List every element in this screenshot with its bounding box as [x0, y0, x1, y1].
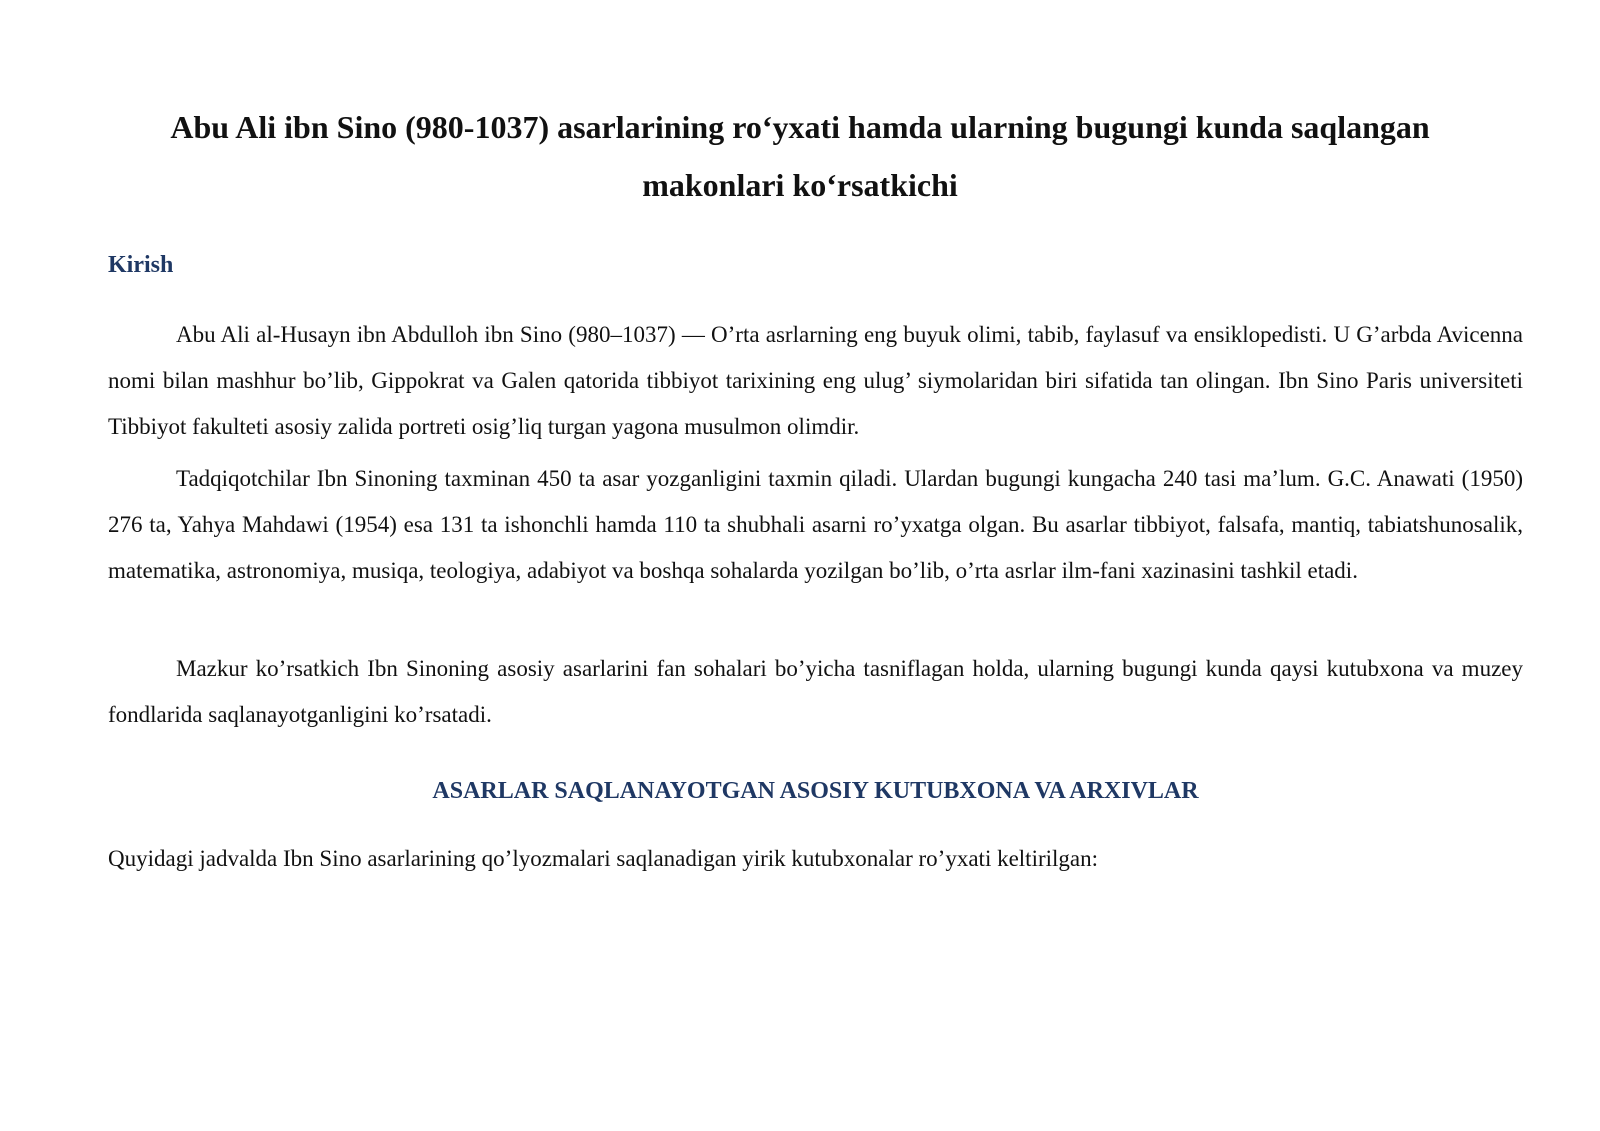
table-intro-text: Quyidagi jadvalda Ibn Sino asarlarining qo’lyozmalari saqlanadigan yirik kutubxonalar ro’yxati keltirilgan:	[108, 846, 1098, 871]
libraries-section-heading: ASARLAR SAQLANAYOTGAN ASOSIY KUTUBXONA VA ARXIVLAR	[432, 778, 1199, 804]
intro-heading: Kirish	[108, 252, 174, 278]
document-title: Abu Ali ibn Sino (980-1037) asarlarining ro‘yxati hamda ularning bugungi kunda saqlangan makonlari ko‘rsatkichi	[170, 109, 1430, 203]
intro-paragraph-3: Mazkur ko’rsatkich Ibn Sinoning asosiy asarlarini fan sohalari bo’yicha tasniflagan holda, ularning bugungi kunda qaysi kutubxona va muzey fondlarida saqlanayotganligini ko’rsatadi.	[108, 656, 1523, 727]
intro-paragraph-2: Tadqiqotchilar Ibn Sinoning taxminan 450 ta asar yozganligini taxmin qiladi. Ulardan bugungi kungacha 240 tasi ma’lum. G.C. Anawati (1950) 276 ta, Yahya Mahdawi (1954) esa 131 ta ishonchli hamda 110 ta shubhali asarni ro’yxatga olgan. Bu asarlar tibbiyot, falsafa, mantiq, tabiatshunosalik, matematika, astronomiya, musiqa, teologiya, adabiyot va boshqa sohalarda yozilgan bo’lib, o’rta asrlar ilm-fani xazinasini tashkil etadi.	[108, 466, 1523, 583]
intro-paragraph-1: Abu Ali al-Husayn ibn Abdulloh ibn Sino (980–1037) — O’rta asrlarning eng buyuk olimi, tabib, faylasuf va ensiklopedisti. U G’arbda Avicenna nomi bilan mashhur bo’lib, Gippokrat va Galen qatorida tibbiyot tarixining eng ulug’ siymolaridan biri sifatida tan olingan. Ibn Sino Paris universiteti Tibbiyot fakulteti asosiy zalida portreti osig’liq turgan yagona musulmon olimdir.	[108, 322, 1523, 439]
